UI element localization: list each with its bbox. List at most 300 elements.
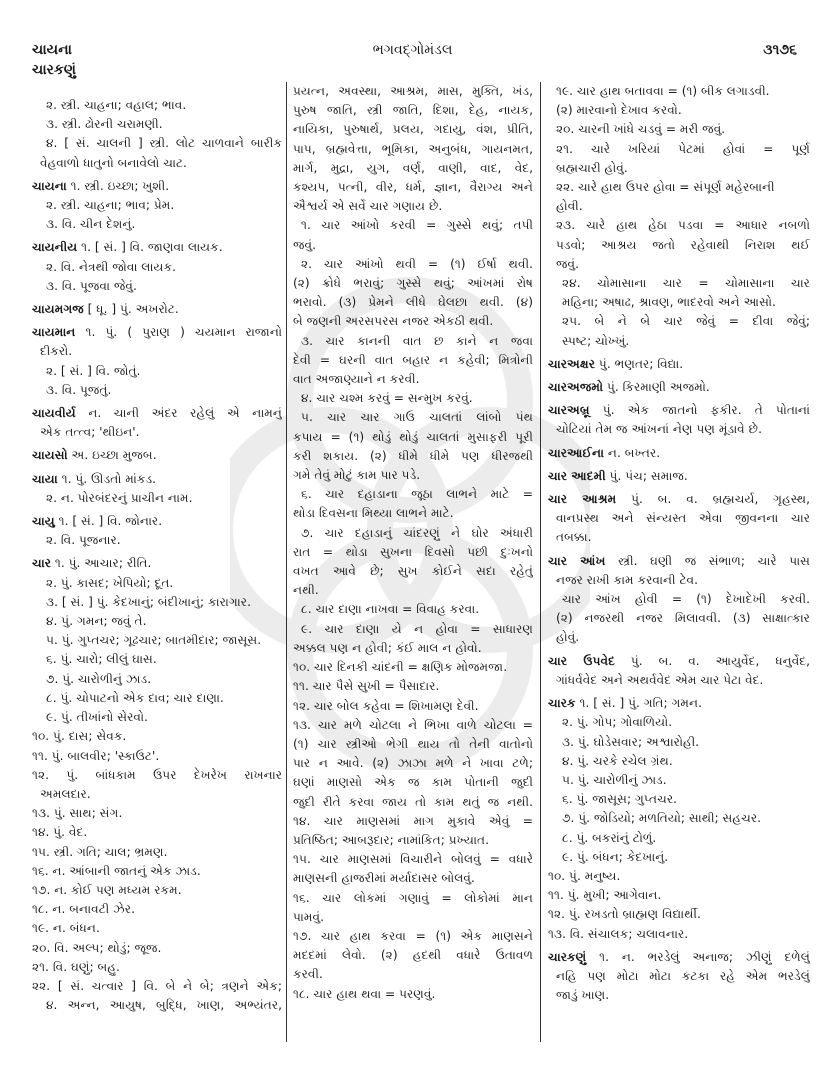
- dictionary-entry-line: [548, 790, 810, 809]
- definition-text: ૨૧. વિ. ઘણું; બહુ.: [32, 959, 120, 974]
- definition-text: મહિના; અષાઢ, શ્રાવણ, ભાદરવો અને આસો.: [562, 295, 776, 310]
- definition-text: પું. બ. વ. બ્રહ્મચર્ય, ગૃહસ્થ,: [616, 492, 810, 507]
- dictionary-entry-line: [293, 620, 533, 639]
- dictionary-entry-line: [293, 504, 533, 523]
- dictionary-entry-line: [548, 590, 810, 609]
- definition-text: (૧) ચાર સ્ત્રીઓ ભેગી થાય તો તેની વાતોનો: [293, 736, 533, 751]
- definition-text: પું. ભણતર; વિદ્યા.: [595, 356, 684, 371]
- dictionary-entry-line: [32, 747, 282, 766]
- definition-text: સ્ત્રી. ઘણી જ સંભાળ; ચારે પાસ: [605, 553, 810, 568]
- definition-text: (૨) મારવાનો દેખાવ કરવો.: [556, 103, 682, 118]
- dictionary-entry-headword-line: [32, 177, 282, 196]
- dictionary-entry-line: [548, 628, 810, 647]
- dictionary-entry-line: [548, 255, 810, 274]
- dictionary-entry-line: [293, 658, 533, 677]
- dictionary-entry-line: [32, 919, 282, 938]
- definition-text: દેવી = ઘરની વાત બહાર ન કહેવી; મિત્રોની: [293, 352, 533, 367]
- dictionary-entry-line: [548, 733, 810, 752]
- dictionary-entry-line: [548, 178, 810, 197]
- dictionary-entry-line: [32, 670, 282, 689]
- definition-text: ૧૭. ન. કોઈ પણ મધ્યમ રકમ.: [32, 882, 182, 897]
- definition-text: વાનપ્રસ્થ અને સંન્યસ્ત એવા જીવનના ચાર: [556, 511, 810, 526]
- definition-text: ૩. પું. ઘોડેસવાર; અશ્વારોહી.: [562, 734, 700, 749]
- page-header: [0, 40, 825, 80]
- definition-text: હોવું.: [556, 630, 580, 645]
- definition-text: વેહવાળો ધાતુનો બનાવેલો ચાટ.: [40, 155, 187, 170]
- headword: ચાયના: [32, 178, 67, 193]
- definition-text: ૩. ચાર કાનની વાત છ કાને ન જવા: [301, 333, 533, 348]
- dictionary-entry-line: [548, 986, 810, 1005]
- definition-text: ૧૩. વિ. સંચાલક; ચલાવનાર.: [548, 926, 689, 941]
- definition-text: ૯. પું. બંધન; કેદખાનું.: [562, 849, 669, 864]
- definition-text: સ્પષ્ટ; ચોખ્ખું.: [562, 333, 630, 348]
- dictionary-entry-line: [32, 612, 282, 631]
- definition-text: પું. બ. વ. આયુર્વેદ, ધનુર્વેદ,: [614, 653, 810, 668]
- dictionary-entry-line: [293, 735, 533, 754]
- definition-text: માણસની હાજરીમાં મર્યાદાસર બોલવું.: [293, 871, 475, 886]
- definition-text: ૧૫. સ્ત્રી. ગતિ; ચાલ; ભ્રમણ.: [32, 844, 168, 859]
- definition-text: ૨. પું. કાસદ; ખેપિયો; દૂત.: [46, 575, 174, 590]
- dictionary-entry-line: [293, 408, 533, 427]
- definition-text: ૧૩. ચાર મળે ચોટલા ને ભિખા વાળે ચોટલા =: [293, 717, 533, 732]
- dictionary-entry-line: [548, 140, 810, 159]
- dictionary-entry-line: [32, 631, 282, 650]
- definition-text: બ્રહ્મચારી હોવું.: [556, 160, 628, 175]
- dictionary-entry-line: [32, 843, 282, 862]
- definition-text: નાયિકા, પુરુષાર્થ, પ્રલય, ગદાયુ, વંશ, પ્રીતિ,: [293, 122, 533, 137]
- dictionary-entry-headword-line: [32, 554, 282, 573]
- definition-text: ૨૪. ચોમાસાના ચાર = ચોમાસાના ચાર: [562, 276, 810, 291]
- definition-text: રાત = થોડા સુખના દિવસો પછી દુઃખનો: [293, 544, 533, 559]
- definition-text: એક તત્ત્વ; 'થીઇન'.: [40, 425, 140, 440]
- column-left: [32, 96, 282, 1015]
- dictionary-entry-line: [293, 159, 533, 178]
- definition-text: વાત અજાણ્યાને ન કરવી.: [293, 372, 420, 387]
- definition-text: ૨. ચાર આંખો થવી = (૧) ઈર્ષા થવી.: [301, 256, 533, 271]
- dictionary-entry-line: [293, 197, 533, 216]
- definition-text: દીકરો.: [40, 344, 73, 359]
- dictionary-entry-line: [548, 120, 810, 139]
- definition-text: ૧૫. ચાર માણસમાં વિચારીને બોલવું = વધારે: [293, 852, 533, 867]
- definition-text: ૬. પું. જાસૂસ; ગુપ્તચર.: [562, 792, 678, 807]
- dictionary-entry-line: [32, 115, 282, 134]
- definition-text: ૧૧. ચાર પૈસે સુખી = પૈસાદાર.: [293, 679, 440, 694]
- headword: ચારકણું: [548, 949, 587, 964]
- dictionary-entry-line: [548, 771, 810, 790]
- definition-text: ૧. સ્ત્રી. ઇચ્છા; ખુશી.: [66, 178, 170, 193]
- headword: ચાયમાન: [32, 325, 76, 340]
- dictionary-entry-line: [293, 389, 533, 408]
- dictionary-entry-line: [293, 600, 533, 619]
- dictionary-entry-line: [293, 908, 533, 927]
- dictionary-entry-line: [32, 785, 282, 804]
- dictionary-entry-line: [293, 293, 533, 312]
- definition-text: ૨. [ સં. ] વિ. જોતું.: [46, 363, 141, 378]
- dictionary-entry-line: [293, 850, 533, 869]
- definition-text: ૧૮. ચાર હાથ થવા = પરણવું.: [293, 986, 436, 1001]
- dictionary-entry-headword-line: [32, 512, 282, 531]
- definition-text: ૯. પું. તીખાંનો સેરવો.: [46, 710, 148, 725]
- definition-text: ૬. ચાર દહાડાના જૂઠા લાભને માટે =: [301, 487, 533, 502]
- dictionary-entry-line: [293, 466, 533, 485]
- headword: ચાયવીર્ય: [32, 406, 76, 421]
- definition-text: ૭. ચાર દહાડાનું ચાંદરણું ને ઘોર અંધારી: [301, 525, 533, 540]
- dictionary-entry-line: [548, 925, 810, 944]
- definition-text: ૧. પું. ઊડતો માંકડ.: [57, 471, 157, 486]
- dictionary-entry-line: [32, 196, 282, 215]
- definition-text: હોવી.: [556, 199, 583, 214]
- definition-text: ૨૦. વિ. અલ્પ; થોડું; જૂજ.: [32, 940, 162, 955]
- definition-text: ૧૯. ચાર હાથ બતાવવા = (૧) બીક લગાડવી.: [556, 84, 770, 98]
- dictionary-entry-line: [32, 996, 282, 1015]
- definition-text: પાપ, બ્રહ્મવેત્તા, ભૂમિકા, અનુબંધ, ગાયનમત,: [293, 141, 533, 156]
- dictionary-entry-line: [548, 967, 810, 986]
- dictionary-entry-line: [548, 236, 810, 255]
- definition-text: ૧૭. ચાર હાથ કરવા = (૧) એક માણસને: [293, 928, 533, 943]
- definition-text: ૧૨. પું. બાંધકામ ઉપર દેખરેખ રાખનાર: [32, 767, 282, 782]
- definition-text: ૮. પું. બકરાંનું ટોળું.: [562, 830, 657, 845]
- definition-text: કશ્યપ, પત્ની, વીર, ધર્મ, જ્ઞાન, વૈરાગ્ય અને: [293, 180, 533, 195]
- headword: ચારક: [548, 696, 576, 711]
- dictionary-entry-line: [293, 677, 533, 696]
- definition-text: ૧૯. ન. બંધન.: [32, 921, 100, 936]
- dictionary-entry-line: [32, 96, 282, 115]
- page-number: ૩૧૭૬: [763, 42, 797, 58]
- dictionary-entry-headword-line: [548, 401, 810, 420]
- definition-text: ૨. પું. ગોપ; ગોવાળિયો.: [562, 715, 673, 730]
- dictionary-entry-headword-line: [548, 378, 810, 397]
- definition-text: નજર રાખી કામ કરવાની ટેવ.: [556, 572, 699, 587]
- definition-text: ૩. વિ. પૂજતું.: [46, 382, 112, 397]
- definition-text: પુરુષ જાતિ, સ્ત્રી જાતિ, દિશા, દેહ, નાયક,: [293, 103, 533, 118]
- dictionary-entry-line: [293, 351, 533, 370]
- dictionary-entry-line: [293, 370, 533, 389]
- headword: ચાર આદમી: [548, 468, 606, 483]
- definition-text: ઐશ્વર્ય એ સર્વે ચાર ગણાય છે.: [293, 199, 443, 214]
- dictionary-entry-line: [32, 531, 282, 550]
- definition-text: ૮. પું. ચોપાટનો એક દાવ; ચાર દાણા.: [46, 690, 224, 705]
- headword: ચારઅબ્રૂ: [548, 403, 590, 418]
- definition-text: ૨૩. ચારે હાથ હેઠા પડવા = આધાર નબળો: [556, 218, 810, 233]
- definition-text: માર્ગ, મુદ્રા, યુગ, વર્ણ, વાણી, વાદ, વેદ,: [293, 160, 533, 175]
- definition-text: [ ધૂ. ] પું. અખરોટ.: [83, 302, 179, 317]
- dictionary-entry-headword-line: [32, 238, 282, 257]
- definition-text: પાર ન આવે. (૨) ઝાઝા મળે ને ખાવા ટળે;: [293, 756, 533, 771]
- dictionary-entry-headword-line: [548, 552, 810, 571]
- dictionary-entry-line: [293, 82, 533, 101]
- dictionary-entry-line: [293, 428, 533, 447]
- headword: ચારઅક્ષર: [548, 356, 596, 371]
- definition-text: ૧૨. પું. રખડતો બ્રાહ્મણ વિદ્યાર્થી.: [548, 907, 701, 922]
- definition-text: થોડા દિવસના મિથ્યા લાભને માટે.: [293, 506, 454, 521]
- definition-text: ૭. પું. જોડિયો; મળતિયો; સાથી; સહચર.: [562, 811, 761, 826]
- dictionary-entry-line: [32, 881, 282, 900]
- definition-text: વખત આવે છે; સુખ કોઈને સદા રહેતું: [293, 564, 533, 579]
- dictionary-entry-line: [293, 562, 533, 581]
- column-right: [548, 82, 810, 1005]
- definition-text: અક્કલ પણ ન હોવી; કંઈ માલ ન હોવો.: [293, 640, 482, 655]
- dictionary-entry-line: [293, 889, 533, 908]
- definition-text: ૧. પું. આચાર; રીતિ.: [51, 556, 152, 571]
- dictionary-entry-line: [293, 697, 533, 716]
- definition-text: ૧૬. ચાર લોકમાં ગણાવું = લોકોમાં માન: [293, 890, 533, 905]
- definition-text: ૫. પું. ગુપ્તચર; ગૂઢચાર; બાતમીદાર; જાસૂસ.: [46, 633, 262, 648]
- definition-text: ૧. ચાર આંખો કરવી = ગુસ્સે થવું; તપી: [301, 218, 533, 233]
- dictionary-entry-line: [293, 773, 533, 792]
- dictionary-entry-line: [32, 154, 282, 173]
- definition-text: કપાય = (૧) થોડું થોડું ચાલતાં મુસાફરી પૂરી: [293, 429, 533, 444]
- definition-text: પ્રતિષ્ઠિત; આબરૂદાર; નામાંકિત; પ્રખ્યાત.: [293, 832, 489, 847]
- dictionary-entry-line: [32, 215, 282, 234]
- column-middle: [293, 82, 533, 1004]
- guide-word-last: ચારકણું: [32, 62, 76, 78]
- dictionary-entry-headword-line: [548, 444, 810, 463]
- definition-text: ૧. [ સં. ] પું. ગતિ; ગમન.: [575, 696, 702, 711]
- dictionary-entry-line: [548, 829, 810, 848]
- dictionary-entry-line: [548, 216, 810, 235]
- dictionary-entry-line: [32, 574, 282, 593]
- headword: ચારઅજમો: [548, 380, 604, 395]
- dictionary-entry-headword-line: [548, 652, 810, 671]
- dictionary-entry-line: [32, 727, 282, 746]
- dictionary-entry-line: [548, 809, 810, 828]
- headword: ચાયા: [32, 471, 58, 486]
- dictionary-entry-line: [293, 332, 533, 351]
- definition-text: ગમે તેવું મોટું કામ પાર પડે.: [293, 468, 421, 483]
- definition-text: ૧૦. ચાર દિનકી ચાંદની = ક્ષણિક મોજમજા.: [293, 660, 508, 675]
- definition-text: તબક્કા.: [556, 530, 592, 545]
- definition-text: ૪. અન્ન, આયુષ, બુદ્ધિ, ખાણ, અભ્યંતર,: [46, 998, 282, 1013]
- definition-text: ગાંધર્વવેદ અને અથર્વવેદ એમ ચાર પેટા વેદ.: [556, 672, 764, 687]
- dictionary-entry-headword-line: [32, 446, 282, 465]
- dictionary-entry-line: [293, 485, 533, 504]
- dictionary-entry-line: [32, 277, 282, 296]
- headword: ચાર: [32, 556, 52, 571]
- definition-text: ૧૧. પું. બાલવીર; 'સ્કાઉટ'.: [32, 748, 160, 763]
- dictionary-entry-line: [548, 905, 810, 924]
- definition-text: કરવી.: [293, 967, 323, 982]
- dictionary-entry-line: [293, 543, 533, 562]
- headword: ચારઆઈના: [548, 445, 605, 460]
- dictionary-entry-line: [32, 423, 282, 442]
- definition-text: ૨. વિ. પૂજનાર.: [46, 533, 121, 548]
- definition-text: ૭. પું. ચારોળીનું ઝાડ.: [46, 671, 152, 686]
- definition-text: ૪. [ સં. ચાલની ] સ્ત્રી. લોટ ચાળવાને બારીક: [46, 136, 282, 151]
- definition-text: ૧૬. ન. આંબાની જાતનું એક ઝાડ.: [32, 863, 201, 878]
- headword: ચાર ઉપવેદ: [548, 653, 615, 668]
- definition-text: અ. ઇચ્છા મુજબ.: [67, 448, 157, 463]
- definition-text: જુદી રીતે કરવા જાય તો કામ થતું જ નથી.: [293, 794, 533, 809]
- dictionary-entry-line: [32, 900, 282, 919]
- definition-text: ૨. સ્ત્રી. ચાહના; વહાલ; ભાવ.: [46, 98, 187, 112]
- dictionary-entry-line: [293, 236, 533, 255]
- dictionary-entry-line: [293, 140, 533, 159]
- definition-text: ૩. સ્ત્રી. ઢોરની ચરામણી.: [46, 117, 163, 132]
- dictionary-entry-headword-line: [548, 355, 810, 374]
- dictionary-entry-line: [293, 524, 533, 543]
- definition-text: ચાર આંખ હોવી = (૧) દેખાદેખી કરવી.: [562, 592, 810, 607]
- headword: ચાયનીય: [32, 240, 78, 255]
- definition-text: ૯. ચાર દાણા યે ન હોવા = સાધારણ: [301, 621, 533, 636]
- dictionary-entry-line: [32, 939, 282, 958]
- definition-text: નથી.: [293, 583, 319, 598]
- dictionary-entry-headword-line: [32, 300, 282, 319]
- dictionary-entry-line: [32, 489, 282, 508]
- dictionary-entry-line: [293, 447, 533, 466]
- dictionary-entry-line: [32, 362, 282, 381]
- definition-text: જવું.: [293, 237, 316, 252]
- dictionary-entry-line: [293, 927, 533, 946]
- dictionary-entry-line: [548, 509, 810, 528]
- definition-text: ૨. સ્ત્રી. ચાહના; ભાવ; પ્રેમ.: [46, 198, 175, 213]
- definition-text: ૨૦. ચારની ખાંધે ચડવું = મરી જવું.: [556, 122, 726, 137]
- dictionary-entry-headword-line: [548, 490, 810, 509]
- definition-text: ૧૪. ચાર માણસમાં માગ મુકાવે એવું =: [293, 813, 533, 828]
- definition-text: નહિ પણ મોટા મોટા કટકા રહે એમ ભરડેલું: [556, 968, 810, 983]
- dictionary-entry-headword-line: [548, 694, 810, 713]
- definition-text: અમલદાર.: [40, 786, 91, 801]
- definition-text: ૮. ચાર દાણા નાખવા = વિવાહ કરવા.: [301, 602, 480, 617]
- dictionary-entry-line: [32, 958, 282, 977]
- dictionary-entry-line: [548, 571, 810, 590]
- definition-text: કરી શકાય. (૨) ધીમે ધીમે પણ ધીરજથી: [293, 448, 533, 463]
- definition-text: ૨. વિ. નેત્રથી જોવા લાયક.: [46, 259, 176, 274]
- dictionary-entry-line: [293, 985, 533, 1004]
- dictionary-entry-line: [548, 752, 810, 771]
- dictionary-entry-line: [293, 216, 533, 235]
- book-title: ભગવદ્ગોમંડલ: [372, 42, 453, 58]
- headword: ચાયમગજ: [32, 302, 84, 317]
- dictionary-entry-line: [293, 639, 533, 658]
- dictionary-entry-line: [32, 823, 282, 842]
- dictionary-entry-line: [548, 101, 810, 120]
- definition-text: ૨૫. બે ને બે ચાર જેવું = દીવા જેવું;: [562, 314, 810, 329]
- dictionary-entry-headword-line: [32, 404, 282, 423]
- definition-text: ૧. ન. ભરડેલું અનાજ; ઝીણું દળેલું: [586, 949, 810, 964]
- dictionary-entry-line: [32, 689, 282, 708]
- definition-text: ૨૧. ચારે ખરિયાં પેટમાં હોવાં = પૂર્ણ: [556, 141, 810, 156]
- dictionary-entry-line: [548, 312, 810, 331]
- definition-text: ૧. [ સં. ] વિ. જાણવા લાયક.: [77, 240, 223, 255]
- definition-text: જવું.: [556, 256, 579, 271]
- dictionary-entry-line: [548, 159, 810, 178]
- definition-text: ૪. પું. ચરકે રચેલ ગ્રંથ.: [562, 753, 673, 768]
- column-divider-2: [540, 82, 541, 1042]
- dictionary-entry-line: [293, 716, 533, 735]
- dictionary-entry-line: [32, 342, 282, 361]
- dictionary-entry-line: [32, 977, 282, 996]
- headword: ચાર આશ્રમ: [548, 492, 617, 507]
- dictionary-entry-headword-line: [32, 470, 282, 489]
- definition-text: ૩. [ સં. ] પું. કેદખાનું; બંદીખાનું; કારાગાર.: [46, 594, 251, 609]
- definition-text: ૪. ચાર ચશ્મ કરવું = સન્મુખ કરવું.: [301, 391, 473, 406]
- headword: ચાયસો: [32, 448, 68, 463]
- dictionary-entry-line: [293, 946, 533, 965]
- dictionary-entry-line: [32, 766, 282, 785]
- dictionary-entry-line: [293, 869, 533, 888]
- definition-text: ન. બખ્તર.: [604, 445, 661, 460]
- definition-text: ૬. પું. ચારો; લીલું ઘાસ.: [46, 652, 157, 667]
- definition-text: ઘણાં માણસો એક જ કામ પોતાની જુદી: [293, 775, 533, 790]
- definition-text: ૫. ચાર ચાર ગાઉ ચાલતાં લાંબો પંથ: [301, 410, 533, 425]
- dictionary-entry-line: [548, 671, 810, 690]
- guide-word-first: ચાયના: [32, 42, 72, 58]
- dictionary-entry-line: [548, 867, 810, 886]
- headword: ચાયુ: [32, 514, 55, 529]
- definition-text: ભરાવો. (૩) પ્રેમને લીધે ઘેલછા થવી. (૪): [293, 295, 533, 310]
- dictionary-entry-line: [32, 650, 282, 669]
- dictionary-entry-line: [32, 134, 282, 153]
- definition-text: પડવો; આશ્રય જતો રહેવાથી નિરાશ થઈ: [556, 237, 810, 252]
- dictionary-entry-line: [293, 312, 533, 331]
- definition-text: ૫. પું. ચારોળીનું ઝાડ.: [562, 772, 667, 787]
- dictionary-entry-line: [293, 793, 533, 812]
- dictionary-entry-line: [293, 754, 533, 773]
- definition-text: બે જણની અરસપરસ નજર એકઠી થવી.: [293, 314, 494, 329]
- definition-text: ૧૦. પું. દાસ; સેવક.: [32, 729, 127, 744]
- definition-text: (૨) ક્રોધે ભરાવું; ગુસ્સે થવું; આંખમાં રોષ: [293, 276, 533, 291]
- definition-text: ૧. પું. ( પુરાણ ) ચયમાન રાજાનો: [75, 325, 282, 340]
- definition-text: (૨) નજરથી નજર મિલાવવી. (૩) સાક્ષાત્કાર: [556, 611, 810, 626]
- definition-text: ૧૦. પું. મનુષ્ય.: [548, 868, 621, 883]
- definition-text: ન. ચાની અંદર રહેલું એ નામનું: [75, 406, 282, 421]
- dictionary-entry-line: [293, 965, 533, 984]
- dictionary-entry-line: [548, 528, 810, 547]
- dictionary-entry-headword-line: [548, 467, 810, 486]
- definition-text: ૨૨. ચારે હાથ ઉપર હોવા = સંપૂર્ણ મહેરબાની: [556, 180, 775, 195]
- definition-text: પું. એક જાતનો ફકીર. તે પોતાનાં: [589, 403, 810, 418]
- dictionary-entry-headword-line: [32, 323, 282, 342]
- dictionary-entry-line: [32, 258, 282, 277]
- dictionary-entry-line: [293, 812, 533, 831]
- definition-text: જાડું ખાણ.: [556, 988, 610, 1003]
- definition-text: ૩. વિ. પૂજવા જેવું.: [46, 278, 137, 293]
- definition-text: ૧૪. પું. વેદ.: [32, 825, 88, 840]
- definition-text: ૩. વિ. ચીન દેશનું.: [46, 217, 136, 232]
- definition-text: ૨. ન. પોરબંદરનું પ્રાચીન નામ.: [46, 490, 193, 505]
- definition-text: ૧૨. ચાર બોલ કહેવા = શિખામણ દેવી.: [293, 698, 479, 713]
- definition-text: ૪. પું. ગમન; જવું તે.: [46, 614, 147, 629]
- definition-text: પામવું.: [293, 909, 324, 924]
- definition-text: ૨૨. [ સં. ચત્વાર ] વિ. બે ને બે; ત્રણને એક;: [32, 978, 282, 993]
- definition-text: પ્રયત્ન, અવસ્થા, આશ્રમ, માસ, મુક્તિ, ખંડ,: [293, 84, 533, 98]
- dictionary-entry-line: [548, 713, 810, 732]
- dictionary-entry-line: [548, 848, 810, 867]
- dictionary-entry-line: [548, 420, 810, 439]
- dictionary-entry-line: [293, 581, 533, 600]
- dictionary-entry-line: [293, 831, 533, 850]
- definition-text: મદદમાં લેવો. (૨) હદથી વધારે ઉતાવળ: [293, 948, 533, 963]
- definition-text: પું. પંચ; સમાજ.: [605, 468, 688, 483]
- definition-text: ૧૩. પું. સાથ; સંગ.: [32, 806, 123, 821]
- dictionary-entry-line: [548, 293, 810, 312]
- definition-text: પું. કિરમાણી અજમો.: [603, 380, 710, 395]
- dictionary-entry-line: [548, 274, 810, 293]
- dictionary-entry-line: [32, 804, 282, 823]
- definition-text: ૧૮. ન. બનાવટી ઝેર.: [32, 902, 135, 917]
- definition-text: ચોટિયાં તેમ જ આંખનાં નેણ પણ મૂંડાવે છે.: [556, 422, 762, 437]
- dictionary-entry-headword-line: [548, 948, 810, 967]
- dictionary-entry-line: [293, 255, 533, 274]
- dictionary-entry-line: [293, 101, 533, 120]
- definition-text: ૧. [ સં. ] વિ. જોનાર.: [54, 514, 163, 529]
- dictionary-entry-line: [32, 862, 282, 881]
- dictionary-entry-line: [293, 120, 533, 139]
- dictionary-entry-line: [293, 178, 533, 197]
- dictionary-entry-line: [548, 886, 810, 905]
- dictionary-entry-line: [32, 593, 282, 612]
- dictionary-entry-line: [548, 82, 810, 101]
